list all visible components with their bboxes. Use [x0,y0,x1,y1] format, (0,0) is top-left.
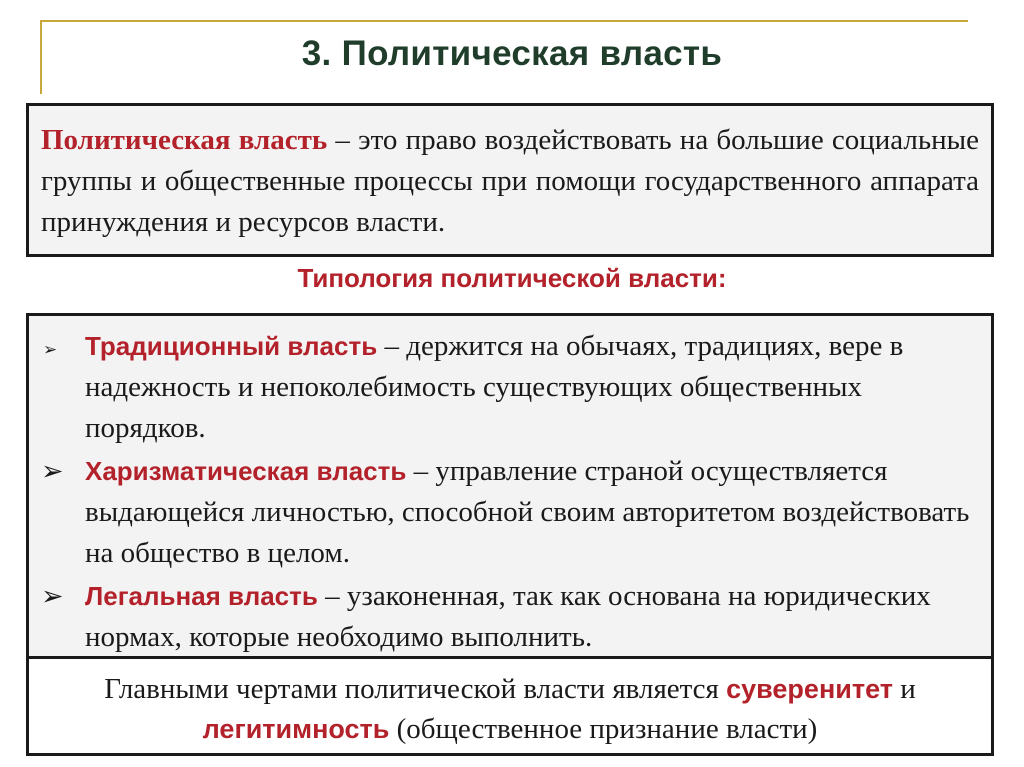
type-name: Легальная власть [85,581,318,611]
definition-body: – это право воздействовать на большие социальные группы и общественные процессы при помощи государственного аппарата принуждения и ресурсов власти. [41,124,980,238]
type-name: Традиционный власть [85,331,378,361]
type-description: – управление страной осуществляется выдающейся личностью, способной своим авторитетом воздействовать на общество в целом. [85,455,970,569]
definition-text [41,120,979,243]
arrow-bullet-icon: ➢ [41,581,64,612]
slide-title: 3. Политическая власть [301,34,723,73]
summary-part: и [892,673,916,705]
arrow-bullet-icon: ➢ [41,456,64,487]
type-item-charismatic [41,451,979,574]
decor-horizontal-line [40,20,968,22]
summary-term-sovereignty: суверенитет [726,674,893,704]
summary-text [41,669,979,749]
summary-part: (общественное признание власти) [389,713,818,745]
arrow-bullet-icon: ➢ [43,340,58,360]
definition-box [26,103,994,257]
type-item-traditional [41,326,979,449]
typology-heading: Типология политической власти: [297,263,727,293]
definition-term: Политическая власть [41,124,328,156]
typology-box [26,313,994,659]
type-item-legal [41,576,979,658]
summary-part: Главными чертами политической власти является [104,673,727,705]
type-description: – держится на обычаях, традициях, вере в надежность и непоколебимость существующих общественных порядков. [85,330,904,444]
summary-term-legitimacy: легитимность [202,714,390,744]
type-description: – узаконенная, так как основана на юридических нормах, которые необходимо выполнить. [85,580,931,653]
type-name: Харизматическая власть [85,456,407,486]
summary-box [26,656,994,756]
